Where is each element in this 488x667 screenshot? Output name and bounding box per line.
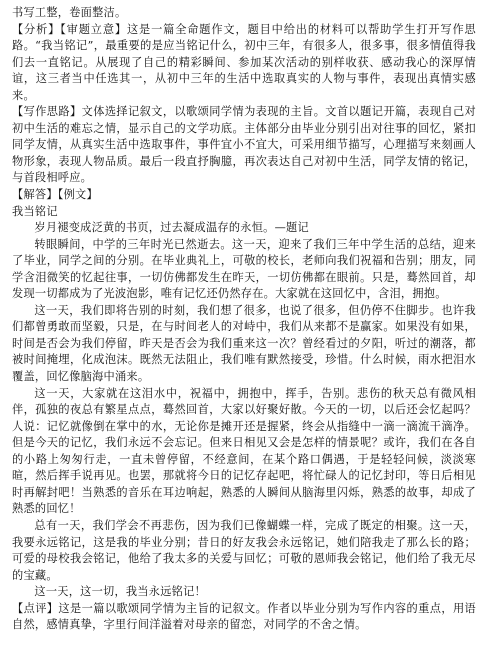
commentary-paragraph: 【点评】这是一篇以歌颂同学情为主旨的记叙文。作者以毕业分别为写作内容的重点，用语自然，感情真挚，字里行间洋溢着对母亲的留恋，对同学的不舍之情。: [12, 601, 476, 632]
writing-approach-paragraph: 【写作思路】文体选择记叙文，以歌颂同学情为表现的主旨。文首以题记开篇，表现自己对初中生活的难忘之情，显示自己的文学功底。主体部分由毕业分别引出对往事的回忆，紧扣同学友情，从真实生活中选取事件，事件宜小不宜大，可采用细节描写，心理描写来刻画人物形象，表现人物品质。最后一段直抒胸臆，再次表达自己对初中生活，同学友情的铭记，与首段相呼应。: [12, 105, 476, 185]
essay-paragraph-2: 这一天，我们即将告别的时刻，我们想了很多，也说了很多，但仍停不住脚步。也许我们都曾勇敢而坚毅，只是，在与时间老人的对峙中，我们从来都不是赢家。如果没有如果，时间是否会为我们停留，昨天是否会为我们重来这一次？曾经看过的夕阳，听过的潮落，都被时间掩埋，化成泡沫。既然无法阻止，我们唯有默然接受，珍惜。什么时候，雨水把泪水覆盖，回忆像脑海中涌来。: [12, 303, 476, 384]
essay-title: 我当铭记: [12, 204, 58, 218]
essay-conclusion: 这一天，这一切，我当永远铭记！: [34, 585, 206, 599]
analysis-paragraph: 【分析】【审题立意】这是一篇全命题作文，题目中给出的材料可以帮助学生打开写作思路。“我当铭记”，最重要的是应当铭记什么，初中三年，有很多人，很多事，很多情值得我们去一直铭记。从展现了自己的精彩瞬间、参加某次活动的别样收获、感动我心的深厚情谊，这三者当中任选其一，从初中三年的生活中选取真实的人物与事件，表现出真情实感来。: [12, 22, 476, 102]
answer-heading: 【解答】【例文】: [12, 188, 98, 202]
closing-remark: 书写工整，卷面整洁。: [12, 6, 127, 19]
essay-paragraph-3: 这一天，大家就在这泪水中，祝福中，拥抱中，挥手，告别。悲伤的秋天总有微风相伴，孤独的夜总有繁星点点，蓦然回首，大家以好聚好散。今天的一切，以后还会忆起吗？人说：记忆就像倒在掌中的水，无论你是摊开还是握紧，终会从指缝中一滴一滴流干滴净。但是今天的记忆，我们永远不会忘记。但来日相见又会是怎样的情景呢？或许，我们在各自的小路上匆匆行走，一直未曾停留，不经意间，在某个路口偶遇，于是轻轻问候，淡淡寒暄，然后挥手说再见。也罢，那就将今日的记忆存起吧，将忙碌人的记忆封印，等日后相见时再解封吧！当熟悉的音乐在耳边响起，熟悉的人瞬间从脑海里闪烁，熟悉的故事，却成了熟悉的回忆！: [12, 386, 476, 516]
epigraph: 岁月褪变成泛黄的书页，过去凝成温存的永恒。—题记: [34, 221, 309, 235]
essay-paragraph-4: 总有一天，我们学会不再悲伤，因为我们已像蝴蝶一样，完成了既定的相聚。这一天，我要永远铭记，这是我的毕业分别；昔日的好友我会永远铭记，她们陪我走了那么长的路；可爱的母校我会铭记，他给了我太多的关爱与回忆；可敬的恩师我会铭记，他们给了我无尽的宝藏。: [12, 518, 476, 582]
essay-paragraph-1: 转眼瞬间，中学的三年时光已然逝去。这一天，迎来了我们三年中学生活的总结，迎来了毕业，同学之间的分别。在毕业典礼上，可敬的校长，老师向我们祝福和告别；朋友，同学含泪微笑的忆起往事，一切仿佛都发生在昨天，一切仿佛都在眼前。只是，蓦然回首，却发现一切都成为了光波泡影，唯有记忆还仍然存在。大家就在这回忆中，含泪，拥抱。: [12, 237, 476, 301]
